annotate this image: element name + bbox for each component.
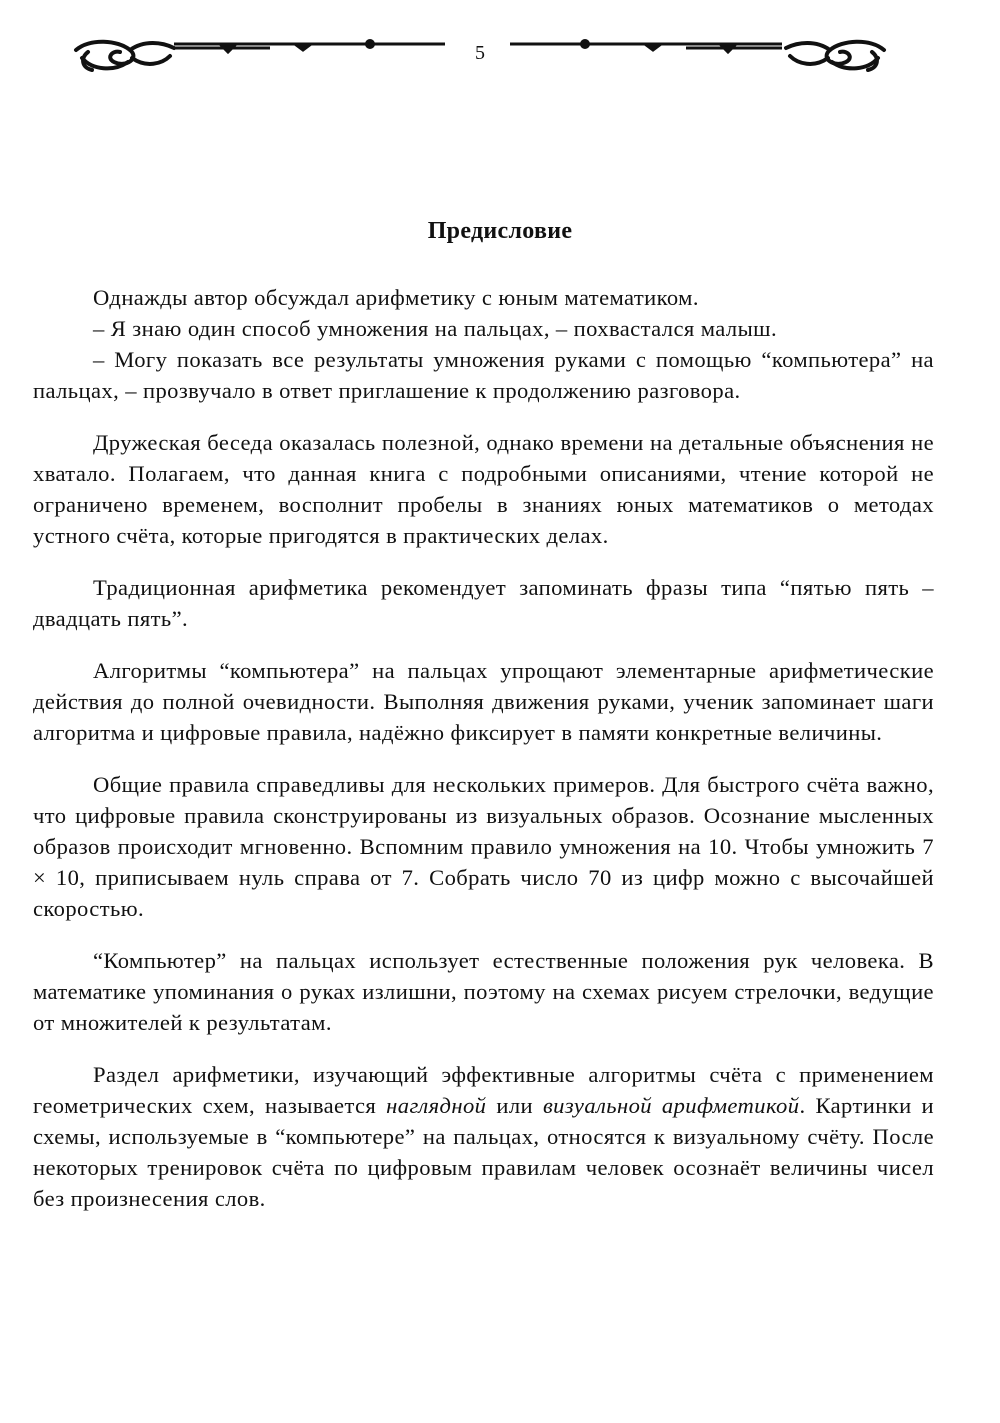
text-run: . Картинки и схемы, используемые в “компьютере” на пальцах, относятся к визуальному счёту. После некоторых тренировок счёта по цифровым правилам человек осознаёт величины чисел без произнесения слов.	[33, 1093, 935, 1211]
left-rule	[174, 41, 445, 53]
text-run: Раздел арифметики, изучающий эффективные алгоритмы счёта с применением геометрических схем, называется	[33, 1062, 934, 1118]
paragraph: Дружеская беседа оказалась полезной, однако времени на детальные объяснения не хватало. Полагаем, что данная книга с подробными описаниями, чтение которой не ограничено временем, восполнит пробелы в знаниях юных математиков о методах устного счёта, которые пригодятся в практических делах.	[33, 430, 934, 548]
right-flourish-icon	[786, 42, 884, 70]
paragraph-last	[33, 1059, 934, 1214]
paragraph: Однажды автор обсуждал арифметику с юным математиком.	[93, 285, 699, 310]
paragraph: “Компьютер” на пальцах использует естественные положения рук человека. В математике упоминания о руках излишни, поэтому на схемах рисуем стрелочки, ведущие от множителей к результатам.	[33, 948, 934, 1035]
page-title: Предисловие	[427, 218, 573, 244]
italic-term: визуальной арифметикой	[542, 1093, 800, 1118]
paragraph: Алгоритмы “компьютера” на пальцах упрощают элементарные арифметические действия до полной очевидности. Выполняя движения руками, ученик запоминает шаги алгоритма и цифровые правила, надёжно фиксирует в памяти конкретные величины.	[33, 658, 934, 745]
left-flourish-icon	[76, 42, 174, 70]
right-rule	[510, 41, 782, 53]
paragraph: – Я знаю один способ умножения на пальцах, – похвастался малыш.	[93, 316, 778, 341]
paragraph: Традиционная арифметика рекомендует запоминать фразы типа “пятью пять – двадцать пять”.	[33, 575, 934, 631]
text-run: или	[486, 1093, 543, 1118]
paragraph: – Могу показать все результаты умножения руками с помощью “компьютера” на пальцах, – прозвучало в ответ приглашение к продолжению разговора.	[33, 347, 934, 403]
italic-term: наглядной	[386, 1093, 487, 1118]
page-number: 5	[475, 42, 485, 64]
paragraph: Общие правила справедливы для нескольких примеров. Для быстрого счёта важно, что цифровые правила сконструированы из визуальных образов. Осознание мысленных образов происходит мгновенно. Вспомним правило умножения на 10. Чтобы умножить 7 × 10, приписываем нуль справа от 7. Собрать число 70 из цифр можно с высочайшей скоростью.	[33, 772, 934, 921]
body-text	[33, 282, 934, 1214]
